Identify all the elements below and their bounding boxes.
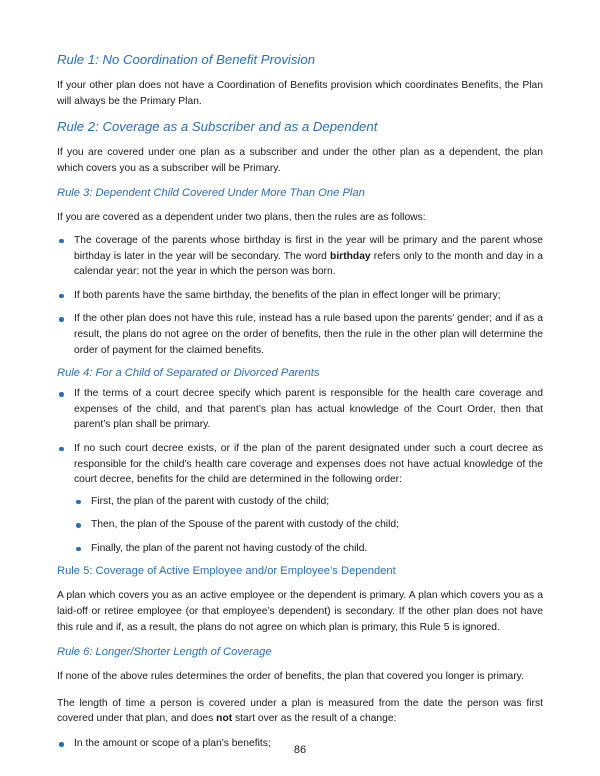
rule4-heading: Rule 4: For a Child of Separated or Divorced Parents (57, 367, 320, 380)
rule6-bullet1-text: In the amount or scope of a plan’s benefits; (74, 738, 271, 750)
rule5-body: A plan which covers you as an active employee or the dependent is primary. A plan which covers you as a laid-off or retiree employee (or that employee’s dependent) is secondary. If the other plan does not have this rule and if, as a result, the plans do not agree on which plan is primary, this Rule 5 is ignored. (57, 590, 543, 633)
rule4-bullet-court-decree (57, 386, 543, 433)
rule3-bullet-same-birthday (57, 288, 543, 304)
rule4-sub2-text: Then, the plan of the Spouse of the parent with custody of the child; (91, 519, 399, 531)
rule6-paragraph2 (57, 696, 543, 727)
rule3-bullet2-text: If both parents have the same birthday, the benefits of the plan in effect longer will be primary; (74, 289, 501, 301)
rule4-sublist (74, 494, 543, 557)
rule4-sub-finally (74, 541, 543, 557)
rule4-sub1-text: First, the plan of the parent with custody of the child; (91, 495, 330, 507)
bullet-icon (59, 447, 64, 452)
rule6-p2-text-b: start over as the result of a change: (232, 713, 397, 725)
rule3-bullet3-text: If the other plan does not have this rule, instead has a rule based upon the parents’ gender; and if as a result, the plans do not agree on the order of benefits, then the rule in the other plan will determine the order of payment for the claimed benefits. (74, 313, 543, 356)
bullet-icon (76, 547, 81, 552)
rule3-bullet-gender (57, 311, 543, 358)
rule4-sub-first (74, 494, 543, 510)
rule4-bullet-no-decree (57, 441, 543, 488)
rule6-paragraph1: If none of the above rules determines the order of benefits, the plan that covered you longer is primary. (57, 671, 524, 683)
bullet-icon (59, 239, 64, 244)
rule4-list (57, 386, 543, 488)
rule4-bullet1-text: If the terms of a court decree specify which parent is responsible for the health care coverage and expenses of the child, and that parent’s plan has actual knowledge of the Court Order, then that parent’s plan shall be primary. (74, 388, 543, 431)
rule4-sub-then (74, 517, 543, 533)
rule1-body: If your other plan does not have a Coordination of Benefits provision which coordinates Benefits, the Plan will always be the Primary Plan. (57, 80, 543, 107)
rule5-heading: Rule 5: Coverage of Active Employee and/or Employee’s Dependent (57, 565, 396, 578)
page-content (57, 52, 543, 752)
bullet-icon (59, 392, 64, 397)
bullet-icon (59, 294, 64, 299)
rule3-list (57, 233, 543, 358)
rule6-p2-bold: not (216, 713, 233, 725)
rule3-heading: Rule 3: Dependent Child Covered Under More Than One Plan (57, 187, 365, 200)
rule1-heading: Rule 1: No Coordination of Benefit Provision (57, 52, 316, 67)
rule2-heading: Rule 2: Coverage as a Subscriber and as a Dependent (57, 119, 378, 135)
bullet-icon (76, 500, 81, 505)
rule6-p2-text-a: The length of time a person is covered under a plan is measured from the date the person was first covered under that plan, and does (57, 697, 543, 725)
rule3-bullet1-bold: birthday (330, 250, 371, 262)
page-number: 86 (293, 744, 307, 756)
bullet-icon (76, 523, 81, 528)
rule6-heading: Rule 6: Longer/Shorter Length of Coverage (57, 646, 272, 659)
rule3-bullet1-text-a: The coverage of the parents whose birthday is first in the year will be primary and the parent whose birthday is later in the year will be secondary. The word (74, 234, 543, 262)
rule2-body: If you are covered under one plan as a subscriber and under the other plan as a dependent, the plan which covers you as a subscriber will be Primary. (57, 147, 543, 174)
rule3-intro: If you are covered as a dependent under two plans, then the rules are as follows: (57, 212, 426, 224)
rule4-bullet2-text: If no such court decree exists, or if the plan of the parent designated under such a court decree as responsible for the child’s health care coverage and expenses does not have actual knowledge of the court decree, benefits for the child are determined in the following order: (74, 442, 543, 486)
rule3-bullet-birthday (57, 233, 543, 280)
rule3-bullet1-text-b: refers only to the month and day in a calendar year; not the year in which the person was born. (74, 250, 543, 278)
bullet-icon (59, 317, 64, 322)
rule4-sub3-text: Finally, the plan of the parent not having custody of the child. (91, 542, 368, 554)
